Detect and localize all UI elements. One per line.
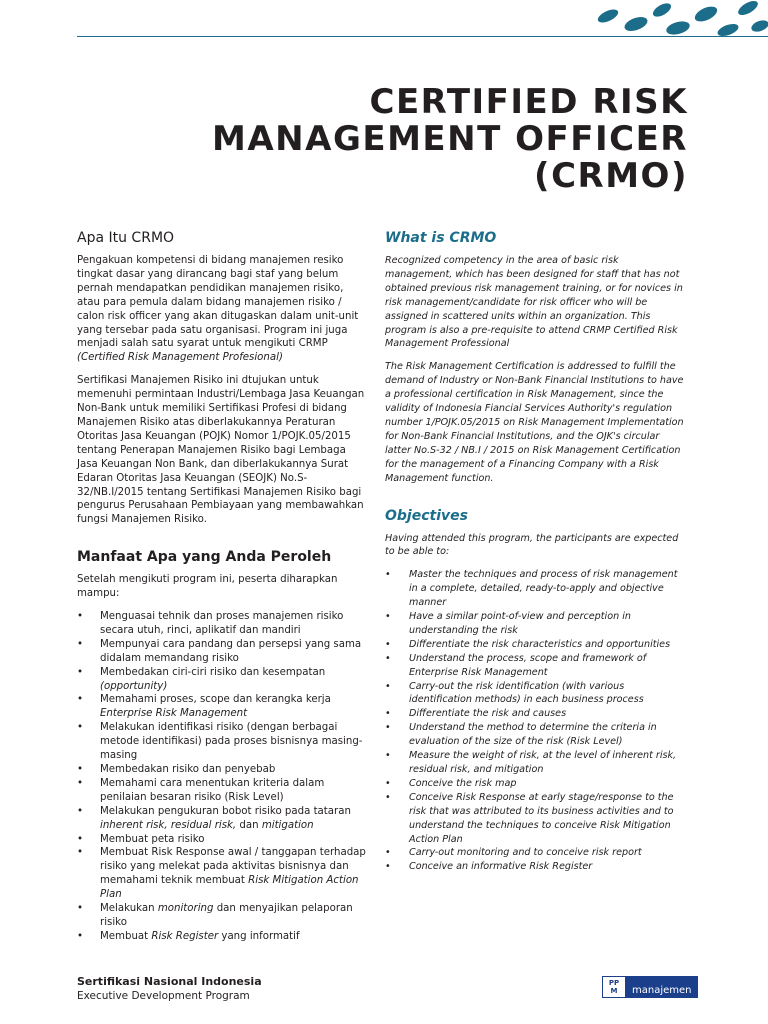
manfaat-intro: Setelah mengikuti program ini, peserta diharapkan mampu: [77, 574, 338, 600]
manfaat-list-item: • Membuat peta risiko [77, 833, 367, 847]
footer [77, 975, 262, 1003]
manfaat-list-item: • Melakukan pengukuran bobot risiko pada tataran inherent risk, residual risk, dan mitigation [77, 805, 367, 833]
title-line-2: MANAGEMENT OFFICER [212, 119, 688, 159]
objectives-list-item: • Have a similar point-of-view and perception in understanding the risk [385, 610, 685, 638]
ppm-logo-mark [602, 976, 626, 998]
page-title [212, 84, 688, 195]
title-line-3: (CRMO) [534, 156, 688, 196]
objectives-list-item: • Differentiate the risk characteristics and opportunities [385, 638, 685, 652]
ppm-logo [602, 976, 698, 998]
objectives-list-item: • Carry-out monitoring and to conceive risk report [385, 846, 685, 860]
section-heading-manfaat: Manfaat Apa yang Anda Peroleh [77, 549, 332, 566]
footer-subtitle: Executive Development Program [77, 990, 250, 1002]
objectives-list-item: • Conceive the risk map [385, 777, 685, 791]
right-column [385, 230, 685, 874]
manfaat-list-item: • Membedakan risiko dan penyebab [77, 763, 367, 777]
title-line-1: CERTIFIED RISK [369, 82, 688, 122]
objectives-list-item: • Understand the process, scope and framework of Enterprise Risk Management [385, 652, 685, 680]
logo-mark-bottom: M [610, 987, 618, 995]
leaf-decoration [588, 0, 768, 40]
manfaat-list-item: • Memahami cara menentukan kriteria dalam penilaian besaran risiko (Risk Level) [77, 777, 367, 805]
manfaat-list-item: • Melakukan monitoring dan menyajikan pelaporan risiko [77, 902, 367, 930]
section-heading-what-is: What is CRMO [385, 230, 497, 246]
logo-mark-top: PP [608, 979, 620, 987]
header-rule [77, 36, 768, 37]
manfaat-list-item: • Mempunyai cara pandang dan persepsi yang sama didalam memandang risiko [77, 638, 367, 666]
what-is-paragraph-2: The Risk Management Certification is addressed to fulfill the demand of Industry or Non-Bank Financial Institutions to have a professional certification in Risk Management, since the validity of Indonesia Fiancial Services Authority's regulation number 1/POJK.05/2015 on Risk Management Implementation for Non-Bank Financial Institutions, and the OJK's circular latter No.S-32 / NB.I / 2015 on Risk Management Certification for the management of a Financing Company with a Risk Management function. [385, 361, 684, 484]
apa-itu-italic: (Certified Risk Management Profesional) [77, 352, 283, 364]
logo-wordmark: manajemen [626, 976, 698, 998]
what-is-paragraph-1: Recognized competency in the area of basic risk management, which has been designed for staff that has not obtained previous risk management training, or for novices in risk management/candidate for risk officer who will be assigned in scattered units within an organization. This program is also a pre-requisite to attend CRMP Certified Risk Management Professional [385, 255, 683, 350]
left-column [77, 230, 367, 944]
objectives-intro: Having attended this program, the participants are expected to be able to: [385, 532, 679, 558]
objectives-list-item: • Conceive an informative Risk Register [385, 860, 685, 874]
manfaat-list-item: • Menguasai tehnik dan proses manajemen risiko secara utuh, rinci, aplikatif dan mandiri [77, 610, 367, 638]
section-heading-apa-itu: Apa Itu CRMO [77, 230, 175, 246]
manfaat-list-item: • Memahami proses, scope dan kerangka kerja Enterprise Risk Management [77, 693, 367, 721]
section-heading-objectives: Objectives [385, 507, 468, 524]
apa-itu-text: Pengakuan kompetensi di bidang manajemen resiko tingkat dasar yang dirancang bagi staf yang belum pernah mendapatkan pendidikan manajemen risiko, atau para pemula dalam bidang manajemen risiko / calon risk officer yang akan ditugaskan dalam unit-unit yang tersebar pada satu organisasi. Program ini juga menjadi salah satu syarat untuk mengikuti CRMP [77, 255, 359, 350]
objectives-list [385, 568, 685, 874]
objectives-list-item: • Measure the weight of risk, at the level of inherent risk, residual risk, and mitigation [385, 749, 685, 777]
footer-title: Sertifikasi Nasional Indonesia [77, 975, 262, 988]
manfaat-list-item: • Melakukan identifikasi risiko (dengan berbagai metode identifikasi) pada proses bisnisnya masing-masing [77, 721, 367, 763]
objectives-list-item: • Master the techniques and process of risk management in a complete, detailed, ready-to-apply and objective manner [385, 568, 685, 610]
objectives-list-item: • Conceive Risk Response at early stage/response to the risk that was attributed to its business activities and to understand the techniques to conceive Risk Mitigation Action Plan [385, 791, 685, 847]
objectives-list-item: • Understand the method to determine the criteria in evaluation of the size of the risk (Risk Level) [385, 721, 685, 749]
objectives-list-item: • Differentiate the risk and causes [385, 707, 685, 721]
apa-itu-paragraph-1 [77, 254, 367, 365]
objectives-list-item: • Carry-out the risk identification (with various identification methods) in each business process [385, 680, 685, 708]
manfaat-list-item: • Membuat Risk Register yang informatif [77, 930, 367, 944]
manfaat-list-item: • Membedakan ciri-ciri risiko dan kesempatan (opportunity) [77, 666, 367, 694]
apa-itu-paragraph-2: Sertifikasi Manajemen Risiko ini dtujukan untuk memenuhi permintaan Industri/Lembaga Jasa Keuangan Non-Bank untuk memiliki Sertifikasi Profesi di bidang Manajemen Risiko atas diberlakukannya Peraturan Otoritas Jasa Keuangan (POJK) Nomor 1/POJK.05/2015 tentang Penerapan Manajemen Risiko bagi Lembaga Jasa Keuangan Non Bank, dan diberlakukannya Surat Edaran Otoritas Jasa Keuangan (SEOJK) No.S-32/NB.I/2015 tentang Sertifikasi Manajemen Risiko bagi pengurus Perusahaan Pembiayaan yang membawahkan fungsi Manajemen Risiko. [77, 375, 365, 526]
manfaat-list-item: • Membuat Risk Response awal / tanggapan terhadap risiko yang melekat pada aktivitas bisnisnya dan memahami teknik membuat Risk Mitigation Action Plan [77, 846, 367, 902]
manfaat-list [77, 610, 367, 944]
